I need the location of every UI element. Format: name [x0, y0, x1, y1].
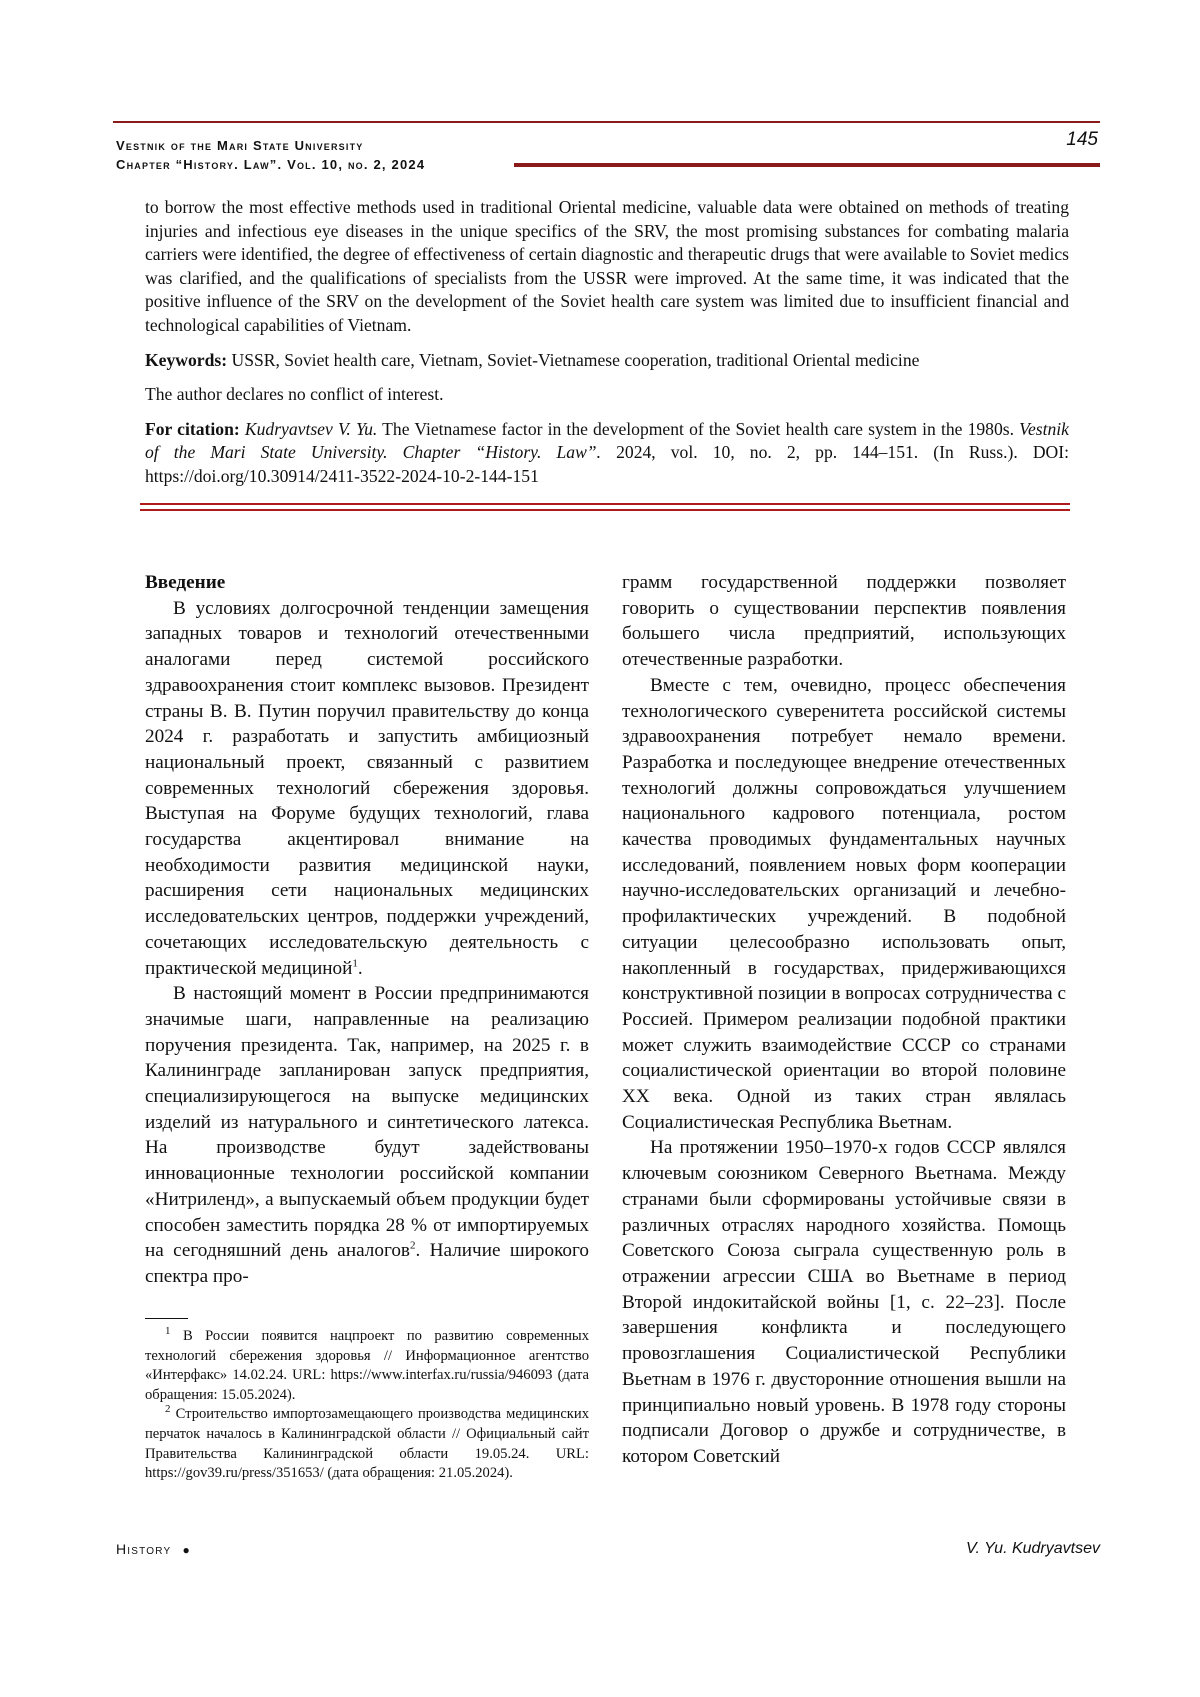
keywords-label: Keywords:: [145, 349, 228, 370]
body-column-right: [622, 570, 1066, 1470]
header-top-rule: [113, 121, 1100, 123]
page-number: 145: [1066, 129, 1098, 150]
paragraph-2-text: В настоящий момент в России предпринимаются значимые шаги, направленные на реализацию поручения президента. Так, например, на 2025 г. в Калининграде запланирован запуск предприятия, специализирующегося на выпуске медицинских изделий из натурального и синтетического латекса. На производстве будут задействованы инновационные технологии российской компании «Нитриленд», а выпускаемый объем продукции будет способен заместить порядка 28 % от импортируемых на сегодняшний день аналогов: [145, 983, 589, 1262]
paragraph-1-end: .: [357, 957, 363, 979]
footer-section: [116, 1541, 191, 1557]
abstract-block: [145, 196, 1069, 500]
footnote-rule: [145, 1318, 188, 1319]
footnote-1: [145, 1327, 589, 1405]
footer-bullet: ●: [182, 1543, 191, 1557]
paragraph-2: [145, 981, 589, 1289]
paragraph-2-end: . Наличие широкого спектра про-: [145, 1240, 589, 1287]
footnote-1-number: 1: [165, 1325, 171, 1338]
citation-details: 2024, vol. 10, no. 2, pp. 144–151. (In Russ.). DOI: https://doi.org/10.30914/2411-3522-2024-10-2-144-151: [145, 442, 1069, 486]
header-bar: [514, 163, 1100, 167]
footnotes: [145, 1327, 589, 1484]
citation-label: For citation:: [145, 418, 240, 439]
abstract-rule-bottom: [140, 509, 1070, 511]
footnote-2-number: 2: [165, 1403, 171, 1416]
citation-journal: Vestnik of the Mari State University. Chapter “History. Law”.: [145, 418, 1069, 463]
keywords-text: USSR, Soviet health care, Vietnam, Soviet-Vietnamese cooperation, traditional Oriental medicine: [231, 349, 920, 370]
keywords: [145, 349, 1069, 373]
footnote-2: [145, 1405, 589, 1483]
footnote-ref-2: 2: [410, 1239, 416, 1252]
citation-author: Kudryavtsev V. Yu.: [244, 418, 378, 439]
footnote-2-text: Строительство импортозамещающего производства медицинских перчаток началось в Калининградской области // Официальный сайт Правительства Калининградской области 19.05.24. URL: https://gov39.ru/press/351653/ (дата обращения: 21.05.2024).: [145, 1406, 589, 1482]
footnote-1-text: В России появится нацпроект по развитию современных технологий сбережения здоровья // Информационное агентство «Интерфакс» 14.02.24. URL: https://www.interfax.ru/russia/946093 (дата обращения: 15.05.2024).: [145, 1328, 589, 1403]
footer-section-label: History: [116, 1541, 172, 1557]
citation: [145, 418, 1069, 489]
footer-author: V. Yu. Kudryavtsev: [966, 1540, 1100, 1557]
abstract-continuation: to borrow the most effective methods used in traditional Oriental medicine, valuable data were obtained on methods of treating injuries and infectious eye diseases in the unique specifics of the SRV, the most promising substances for combating malaria carriers were identified, the degree of effectiveness of certain diagnostic and therapeutic drugs that were available to Soviet medics was clarified, and the qualifications of specialists from the USSR were improved. At the same time, it was indicated that the positive influence of the SRV on the development of the Soviet health care system was limited due to insufficient financial and technological capabilities of Vietnam.: [145, 197, 1069, 335]
paragraph-2-continuation: грамм государственной поддержки позволяет говорить о существовании перспектив появления большего числа предприятий, использующих отечественные разработки.: [622, 572, 1066, 671]
footnote-ref-1: 1: [352, 957, 358, 970]
journal-title: Vestnik of the Mari State University: [116, 138, 364, 153]
paragraph-4: На протяжении 1950–1970-х годов СССР являлся ключевым союзником Северного Вьетнама. Между странами были сформированы устойчивые связи в различных отраслях народного хозяйства. Помощь Советского Союза сыграла существенную роль в отражении агрессии США во Вьетнаме в период Второй индокитайской войны [1, с. 22–23]. После завершения конфликта и последующего провозглашения Социалистической Республики Вьетнам в 1976 г. двусторонние отношения вышли на принципиально новый уровень. В 1978 году стороны подписали Договор о дружбе и сотрудничестве, в котором Советский: [622, 1137, 1066, 1467]
body-column-left: [145, 570, 589, 1290]
citation-title: The Vietnamese factor in the development of the Soviet health care system in the 1980s.: [382, 418, 1015, 439]
section-heading: Введение: [145, 572, 226, 593]
journal-issue: Chapter “History. Law”. Vol. 10, no. 2, 2024: [116, 157, 426, 172]
paragraph-1: [145, 596, 589, 982]
conflict-statement: The author declares no conflict of interest.: [145, 384, 444, 405]
paragraph-3: Вместе с тем, очевидно, процесс обеспечения технологического суверенитета российской системы здравоохранения потребует немало времени. Разработка и последующее внедрение отечественных технологий должны сопровождаться улучшением национального кадрового потенциала, ростом качества проводимых фундаментальных научных исследований, появлением новых форм кооперации научно-исследовательских организаций и лечебно-профилактических учреждений. В подобной ситуации целесообразно использовать опыт, накопленный в государствах, придерживающихся конструктивной позиции в вопросах сотрудничества с Россией. Примером реализации подобной практики может служить взаимодействие СССР со странами социалистической ориентации во второй половине XX века. Одной из таких стран являлась Социалистическая Республика Вьетнам.: [622, 674, 1066, 1133]
abstract-rule-top: [140, 503, 1070, 505]
paragraph-1-text: В условиях долгосрочной тенденции замещения западных товаров и технологий отечественными аналогами перед системой российского здравоохранения стоит комплекс вызовов. Президент страны В. В. Путин поручил правительству до конца 2024 г. разработать и запустить амбициозный национальный проект, связанный с развитием современных технологий сбережения здоровья. Выступая на Форуме будущих технологий, глава государства акцентировал внимание на необходимости развития медицинской науки, расширения сети национальных медицинских исследовательских центров, поддержки учреждений, сочетающих исследовательскую деятельность с практической медициной: [145, 597, 589, 979]
